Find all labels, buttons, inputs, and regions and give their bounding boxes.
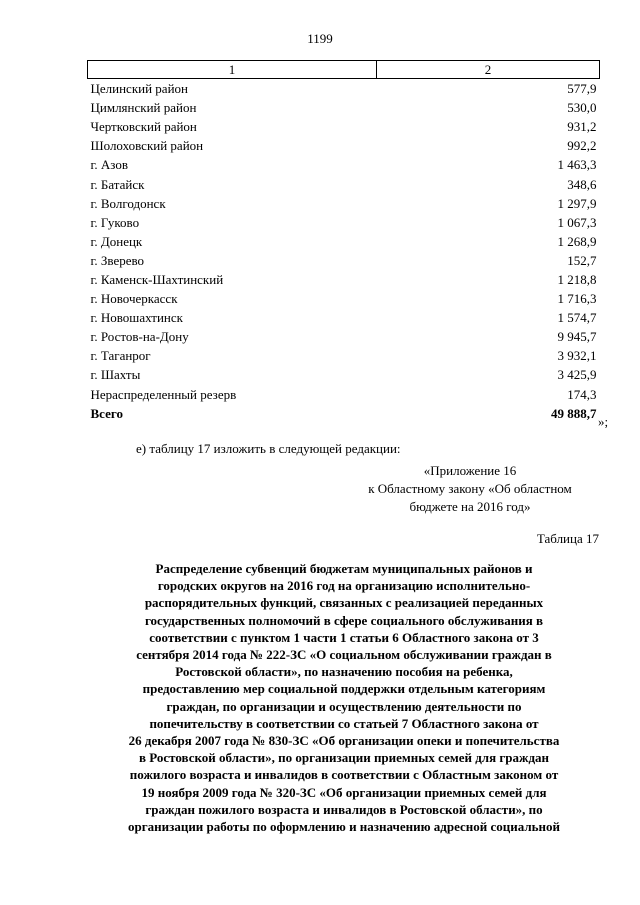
heading-line: в Ростовской области», по организации приемных семей для граждан	[138, 750, 550, 766]
row-name: г. Донецк	[90, 233, 143, 249]
heading-line: соответствии с пунктом 1 части 1 статьи 6 Областного закона от 3	[149, 629, 539, 645]
heading-line: попечительству в соответствии со статьей 7 Областного закона от	[149, 715, 539, 731]
row-value: 9 945,7	[557, 329, 597, 345]
column-header-2: 2	[377, 61, 600, 79]
heading-line: сентября 2014 года № 222-ЗС «О социальном обслуживании граждан в	[136, 647, 552, 663]
table-row	[88, 346, 600, 365]
row-value: 931,2	[567, 119, 597, 135]
table-row	[88, 232, 600, 251]
row-value: 1 716,3	[557, 291, 597, 307]
table-row	[88, 251, 600, 270]
table-row	[88, 270, 600, 289]
table-row	[88, 98, 600, 117]
row-name: г. Гуково	[90, 214, 140, 230]
row-name: Нераспределенный резерв	[90, 386, 237, 402]
annex-reference	[340, 462, 600, 516]
total-label: Всего	[90, 405, 123, 421]
row-value: 3 932,1	[557, 348, 597, 364]
row-value: 1 218,8	[557, 271, 597, 287]
heading-line: 19 ноября 2009 года № 320-ЗС «Об организации приемных семей для	[141, 784, 547, 800]
heading-line: граждан, по организации и осуществлению деятельности по	[166, 698, 522, 714]
row-value: 1 067,3	[557, 214, 597, 230]
total-suffix: »;	[598, 414, 609, 429]
row-name: г. Новочеркасск	[90, 291, 178, 307]
row-value: 530,0	[567, 100, 597, 116]
table-row	[88, 194, 600, 213]
table-row	[88, 289, 600, 308]
row-value: 1 574,7	[557, 310, 597, 326]
row-value: 577,9	[567, 81, 597, 97]
annex-line-2: к Областному закону «Об областном	[368, 481, 572, 496]
total-value: 49 888,7	[551, 405, 597, 421]
heading-line: государственных полномочий в сфере социального обслуживания в	[144, 612, 544, 628]
row-name: Шолоховский район	[90, 138, 204, 154]
row-name: г. Батайск	[90, 176, 145, 192]
heading-line: предоставлению мер социальной поддержки отдельным категориям	[142, 681, 546, 697]
row-value: 1 268,9	[557, 233, 597, 249]
row-name: г. Шахты	[90, 367, 141, 383]
row-name: Цимлянский район	[90, 100, 197, 116]
heading-line: Распределение субвенций бюджетам муниципальных районов и	[155, 561, 533, 576]
table-row	[88, 174, 600, 193]
table-row	[88, 308, 600, 327]
heading-line: организации работы по оформлению и назначению адресной социальной	[127, 819, 561, 835]
row-value: 174,3	[567, 386, 597, 402]
row-name: г. Новошахтинск	[90, 310, 183, 326]
row-value: 1 297,9	[557, 195, 597, 211]
table-row	[88, 385, 600, 404]
row-value: 1 463,3	[557, 157, 597, 173]
row-value: 152,7	[567, 252, 597, 268]
row-name: г. Азов	[90, 157, 128, 173]
heading-line: граждан пожилого возраста и инвалидов в Ростовской области», по	[145, 801, 543, 817]
table-row	[88, 136, 600, 155]
table-body	[88, 79, 600, 423]
row-name: г. Таганрог	[90, 348, 151, 364]
table-row	[88, 327, 600, 346]
instruction-text: е) таблицу 17 изложить в следующей редакции:	[136, 441, 401, 456]
row-name: г. Зверево	[90, 252, 145, 268]
heading-line: 26 декабря 2007 года № 830-ЗС «Об организации опеки и попечительства	[128, 733, 560, 749]
subventions-table	[87, 60, 600, 423]
row-name: г. Каменск-Шахтинский	[90, 271, 224, 287]
heading-line: пожилого возраста и инвалидов в соответствии с Областным законом от	[129, 767, 559, 783]
table-title: Таблица 17	[536, 531, 599, 546]
table-row	[88, 213, 600, 232]
heading-line: городских округов на 2016 год на организацию исполнительно-	[157, 578, 531, 594]
heading-line: Ростовской области», по назначению пособия на ребенка,	[175, 664, 513, 680]
page-number: 1199	[307, 31, 333, 46]
row-value: 3 425,9	[557, 367, 597, 383]
row-name: г. Ростов-на-Дону	[90, 329, 189, 345]
heading-line: распорядительных функций, связанных с реализацией переданных	[144, 595, 544, 611]
annex-line-1: «Приложение 16	[423, 463, 517, 478]
annex-line-3: бюджете на 2016 год»	[409, 499, 531, 514]
row-name: г. Волгодонск	[90, 195, 166, 211]
table-row	[88, 117, 600, 136]
row-value: 348,6	[567, 176, 597, 192]
table-row	[88, 155, 600, 174]
document-heading	[84, 560, 604, 835]
table-row	[88, 79, 600, 99]
column-header-1: 1	[88, 61, 377, 79]
row-name: Целинский район	[90, 81, 188, 97]
table-row	[88, 365, 600, 384]
table-header-row	[88, 61, 600, 79]
total-row	[88, 404, 600, 423]
row-name: Чертковский район	[90, 119, 197, 135]
row-value: 992,2	[567, 138, 597, 154]
